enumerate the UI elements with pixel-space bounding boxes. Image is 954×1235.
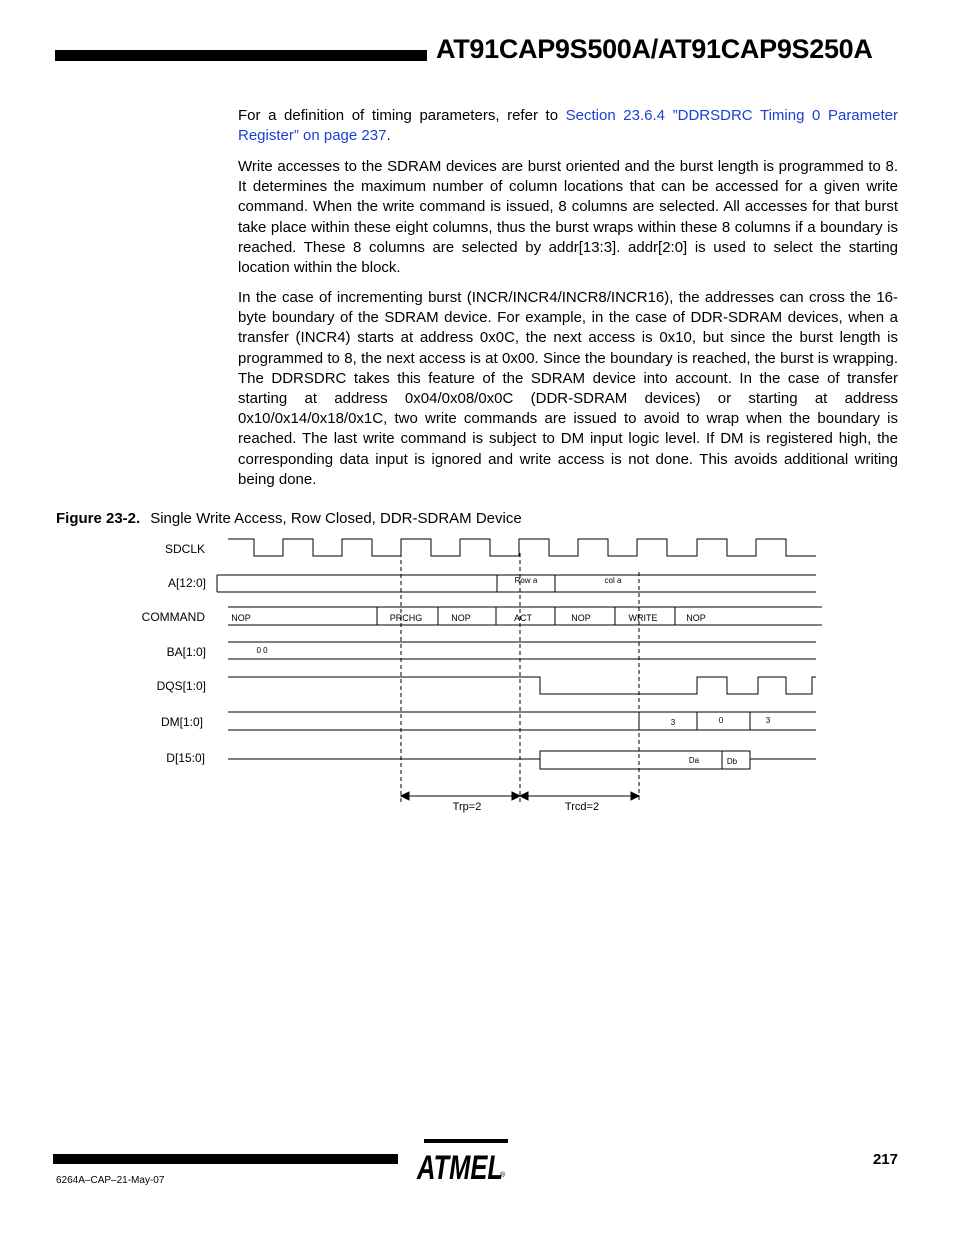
dm-value-c: 3 (765, 716, 771, 725)
command-nop-3: NOP (571, 613, 591, 623)
data-value-db: Db (726, 757, 738, 766)
dm-value-a: 3 (670, 718, 676, 727)
atmel-logo (410, 1136, 510, 1186)
addr-row-value: Row a (514, 576, 538, 585)
command-write: WRITE (628, 613, 658, 623)
dm-value-b: 0 (718, 716, 724, 725)
page-number: 217 (872, 1151, 898, 1168)
signal-label-dqs: DQS[1:0] (156, 679, 206, 693)
figure-number: Figure 23-2. (56, 510, 141, 527)
command-nop-4: NOP (686, 613, 706, 623)
trcd-label: Trcd=2 (564, 801, 600, 813)
figure-title: Single Write Access, Row Closed, DDR-SDRAM Device (150, 510, 522, 527)
sdclk-waveform (228, 539, 816, 556)
dm-bus (228, 712, 816, 730)
dqs-waveform (228, 677, 816, 694)
command-act: ACT (514, 613, 532, 623)
paragraph-text: For a definition of timing parameters, refer to (238, 107, 566, 124)
footer-rule (53, 1154, 398, 1164)
paragraph-incrementing-burst: In the case of incrementing burst (INCR/INCR4/INCR8/INCR16), the addresses can cross the 16-byte boundary of the SDRAM device. For example, in the case of DDR-SDRAM devices, when a transfer (INCR4) starts at address 0x0C, the next access is 0x10, but since the burst length is programmed to 8, the next access is at 0x00. Since the boundary is reached, the burst is wrapping. The DDRSDRC takes this feature of the SDRAM device into account. In the case of transfer starting at address 0x04/0x08/0x0C (DDR-SDRAM devices) or starting at address 0x10/0x14/0x18/0x1C, two write commands are issued to avoid to wrap when the boundary is reached. The last write command is subject to DM input logic level. If DM is registered high, the corresponding data input is ignored and write access is not done. This avoids additional writing being done. (238, 289, 898, 488)
header-rule (55, 50, 427, 61)
signal-label-command: COMMAND (141, 610, 205, 624)
timing-guide-lines (401, 553, 639, 803)
addr-col-value: col a (604, 576, 622, 585)
command-nop-2: NOP (451, 613, 471, 623)
signal-label-addr: A[12:0] (167, 576, 206, 590)
ba-value: 0 0 (256, 646, 268, 655)
timing-diagram (0, 530, 954, 820)
command-nop-1: NOP (231, 613, 251, 623)
document-code: 6264A–CAP–21-May-07 (56, 1175, 165, 1186)
trp-label: Trp=2 (452, 801, 482, 813)
ba-bus (228, 642, 816, 659)
signal-label-d: D[15:0] (166, 751, 205, 765)
data-value-da: Da (688, 756, 700, 765)
registered-mark: ® (500, 1172, 506, 1179)
signal-label-ba: BA[1:0] (166, 645, 206, 659)
paragraph-timing-reference (238, 106, 898, 146)
section-link[interactable]: Section 23.6.4 ”DDRSDRC Timing 0 Parameter Register” on page 237 (238, 107, 898, 145)
document-title: AT91CAP9S500A/AT91CAP9S250A (436, 34, 873, 64)
logo-wordmark: ATMEL (416, 1149, 503, 1186)
paragraph-write-burst: Write accesses to the SDRAM devices are burst oriented and the burst length is programmed to 8. It determines the maximum number of column locations that can be accessed for a given write command. When the write command is issued, 8 columns are selected. All accesses for that burst take place within these eight columns, thus the burst wraps within these 8 columns if a boundary is reached. These 8 columns are selected by addr[13:3]. addr[2:0] is used to select the starting location within the block. (238, 158, 898, 277)
figure-caption (56, 510, 522, 527)
signal-label-sdclk: SDCLK (164, 542, 205, 556)
command-prchg: PRCHG (389, 613, 423, 623)
paragraph-text: . (386, 127, 391, 145)
signal-label-dm: DM[1:0] (160, 715, 203, 729)
